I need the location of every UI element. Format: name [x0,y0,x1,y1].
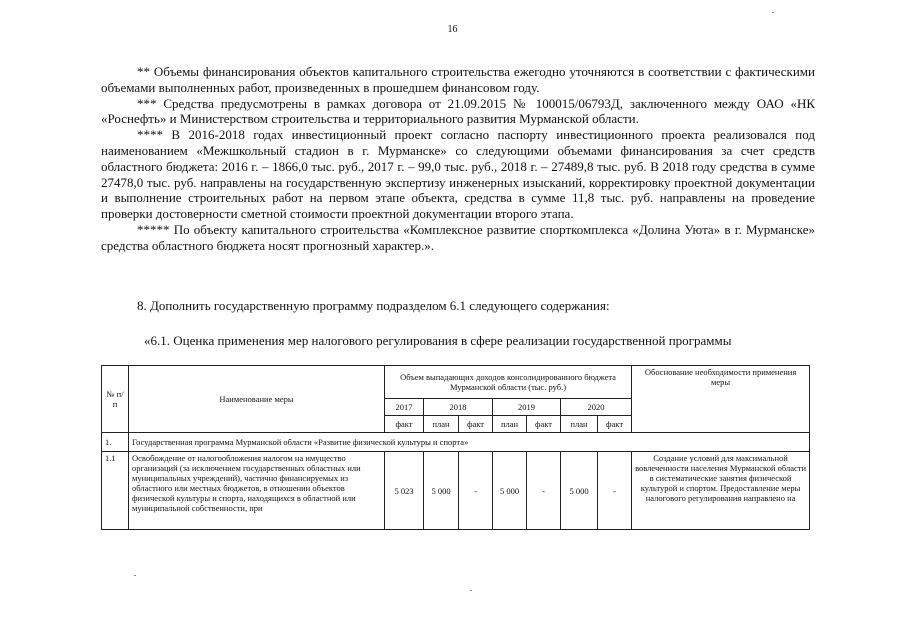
scan-speck [134,575,136,576]
header-measure: Наименование меры [129,366,385,433]
header-year-2019: 2019 [493,399,561,416]
table-row [102,452,810,530]
section-title: «6.1. Оценка применения мер налогового регулирования в сфере реализации государственной программы [144,333,732,348]
scan-speck [772,12,774,13]
subheader-2019-fact: факт [527,416,561,433]
value-2018-fact: - [459,452,493,530]
header-number: № п/п [102,366,129,433]
row-number: 1.1 [102,452,129,530]
header-year-2020: 2020 [561,399,632,416]
tax-measures-table [101,365,810,530]
header-year-2018: 2018 [424,399,493,416]
scan-speck [470,590,472,591]
page-number: 16 [447,24,458,35]
footnote-2: ** Объемы финансирования объектов капитального строительства ежегодно уточняются в соответствии с фактическими объемами выполненных работ, произведенных в прошедшем финансовом году. [101,64,815,95]
amendment-item: 8. Дополнить государственную программу подразделом 6.1 следующего содержания: [137,298,610,313]
header-revenue-loss: Объем выпадающих доходов консолидированного бюджета Мурманской области (тыс. руб.) [385,366,632,399]
value-2017-fact: 5 023 [385,452,424,530]
subheader-2018-fact: факт [459,416,493,433]
footnotes [101,64,815,254]
header-year-2017: 2017 [385,399,424,416]
value-2019-fact: - [527,452,561,530]
row-justification: Создание условий для максимальной вовлеченности населения Мурманской области в систематические занятия физической культурой и спортом. Предоставление меры налогового регулирования направлено на [632,452,810,530]
footnote-3: *** Средства предусмотрены в рамках договора от 21.09.2015 № 100015/06793Д, заключенного между ОАО «НК «Роснефть» и Министерством строительства и территориального развития Мурманской области. [101,95,815,127]
header-justification: Обоснование необходимости применения меры [632,366,810,433]
subheader-2017-fact: факт [385,416,424,433]
subheader-2019-plan: план [493,416,527,433]
footnote-4: **** В 2016-2018 годах инвестиционный проект согласно паспорту инвестиционного проекта реализовался под наименованием «Межшкольный стадион в г. Мурманске» со следующими объемами финансирования за счет средств областного бюджета: 2016 г. – 1866,0 тыс. руб., 2017 г. – 99,0 тыс. руб., 2018 г. – 27489,8 тыс. руб. В 2018 году средства в сумме 27478,0 тыс. руб. направлены на государственную экспертизу инженерных изысканий, корректировку проектной документации и выполнение строительных работ на первом этапе объекта, средства в сумме 11,8 тыс. руб. направлены на проведение проверки достоверности сметной стоимости проектной документации второго этапа. [101,127,815,222]
value-2020-plan: 5 000 [561,452,598,530]
subheader-2020-plan: план [561,416,598,433]
value-2020-fact: - [598,452,632,530]
value-2019-plan: 5 000 [493,452,527,530]
program-row-title: Государственная программа Мурманской области «Развитие физической культуры и спорта» [129,433,810,452]
footnote-5: ***** По объекту капитального строительства «Комплексное развитие спорткомплекса «Долина Уюта» в г. Мурманске» средства областного бюджета носят прогнозный характер.». [101,221,815,253]
program-row-number: 1. [102,433,129,452]
row-measure: Освобождение от налогообложения налогом на имущество организаций (за исключением государственных областных или муниципальных учреждений), частично финансируемых из областного или местных бюджетов, в отношении объектов физической культуры и спорта, находящихся в областной или муниципальной собственности, при [129,452,385,530]
subheader-2020-fact: факт [598,416,632,433]
value-2018-plan: 5 000 [424,452,459,530]
subheader-2018-plan: план [424,416,459,433]
